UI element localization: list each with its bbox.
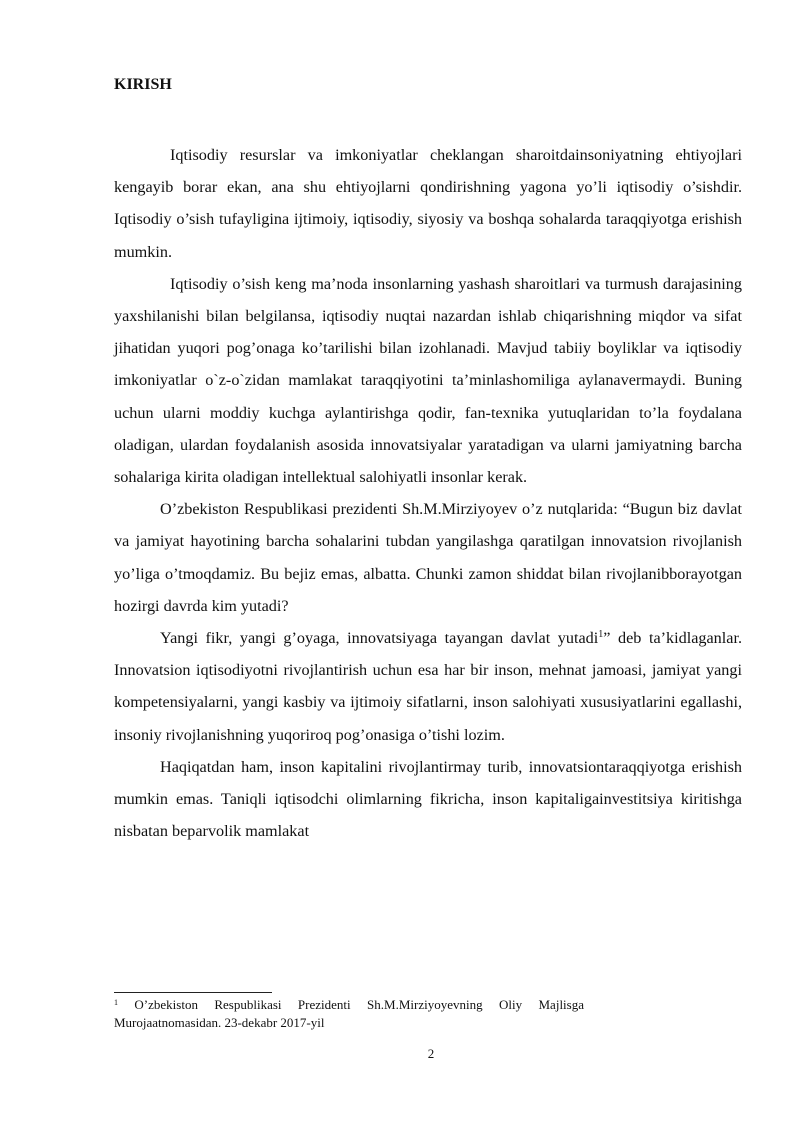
paragraph-1: Iqtisodiy resurslar va imkoniyatlar cheklangan sharoitdainsoniyatning ehtiyojlari kengayib borar ekan, ana shu ehtiyojlarni qondirishning yagona yo’li iqtisodiy o’sishdir. Iqtisodiy o’sish tufayligina ijtimoiy, iqtisodiy, siyosiy va boshqa sohalarda taraqqiyotga erishish mumkin. [114, 146, 742, 261]
footnote [114, 996, 584, 1032]
footnote-mark: 1 [114, 998, 118, 1007]
paragraph-4-start: Yangi fikr, yangi g’oyaga, innovatsiyaga tayangan davlat yutadi [160, 629, 599, 648]
body-text [114, 139, 742, 847]
footnote-text: O’zbekiston Respublikasi Prezidenti Sh.M.Mirziyoyevning Oliy Majlisga Murojaatnomasidan. 23-dekabr 2017-yil [114, 997, 584, 1030]
paragraph-4-end: ” deb ta’kidlaganlar. Innovatsion iqtisodiyotni rivojlantirish uchun esa har bir inson, mehnat jamoasi, jamiyat yangi kompetensiyalarni, yangi kasbiy va ijtimoiy sifatlarni, inson salohiyati xususiyatlarini egallashi, insoniy rivojlanishning yuqoriroq pog’onasiga o’tishi lozim. [114, 629, 742, 744]
page-number: 2 [427, 1046, 435, 1061]
paragraph-3: O’zbekiston Respublikasi prezidenti Sh.M.Mirziyoyev o’z nutqlarida: “Bugun biz davlat va jamiyat hayotining barcha sohalarini tubdan yangilashga qaratilgan innovatsion rivojlanish yo’liga o’tmoqdamiz. Bu bejiz emas, albatta. Chunki zamon shiddat bilan rivojlanibborayotgan hozirgi davrda kim yutadi? [114, 500, 742, 615]
paragraph-4 [114, 622, 742, 751]
footnote-separator [114, 992, 272, 993]
paragraph-5: Haqiqatdan ham, inson kapitalini rivojlantirmay turib, innovatsiontaraqqiyotga erishish mumkin emas. Taniqli iqtisodchi olimlarning fikricha, inson kapitaligainvestitsiya kiritishga nisbatan beparvolik mamlakat [114, 757, 742, 841]
footnote-reference: 1 [598, 629, 604, 641]
paragraph-2: Iqtisodiy o’sish keng ma’noda insonlarning yashash sharoitlari va turmush darajasining yaxshilanishi bilan belgilansa, iqtisodiy nuqtai nazardan ishlab chiqarishning miqdor va sifat jihatidan yuqori pog’onaga ko’tarilishi bilan izohlanadi. Mavjud tabiiy boyliklar va iqtisodiy imkoniyatlar o`z-o`zidan mamlakat taraqqiyotini ta’minlashomiliga aylanavermaydi. Buning uchun ularni moddiy kuchga aylantirishga qodir, fan-texnika yutuqlaridan to’la foydalana oladigan, ulardan foydalanish asosida innovatsiyalar yaratadigan va ularni jamiyatning barcha sohalariga kirita oladigan intellektual salohiyatli insonlar kerak. [114, 274, 742, 487]
section-heading: KIRISH [114, 76, 172, 93]
